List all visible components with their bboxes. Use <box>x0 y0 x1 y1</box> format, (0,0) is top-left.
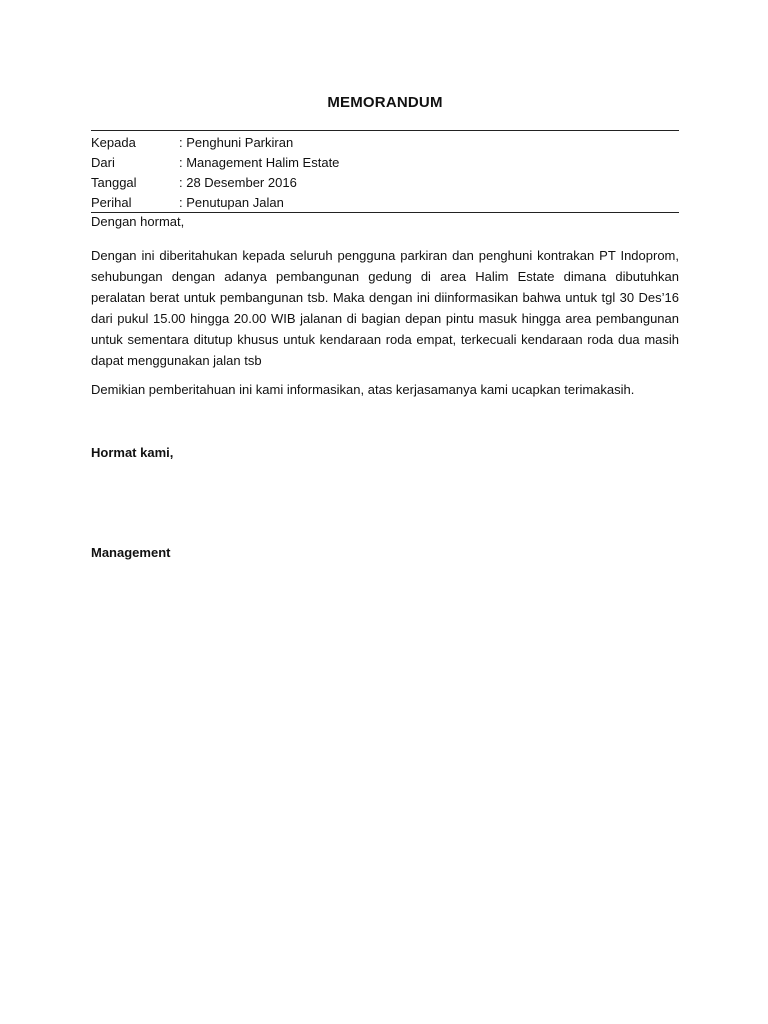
closing-paragraph: Demikian pemberitahuan ini kami informasikan, atas kerjasamanya kami ucapkan terimakasih. <box>91 382 635 397</box>
header-value: : Penghuni Parkiran <box>179 135 294 150</box>
header-row-dari <box>91 153 679 173</box>
header-value: : Penutupan Jalan <box>179 195 284 210</box>
header-top-divider <box>91 130 679 131</box>
greeting-text: Dengan hormat, <box>91 214 185 229</box>
header-label: Tanggal <box>91 175 137 190</box>
header-label: Kepada <box>91 135 136 150</box>
signoff-text: Hormat kami, <box>91 445 174 460</box>
header-label: Dari <box>91 155 115 170</box>
header-label: Perihal <box>91 195 132 210</box>
memo-title: MEMORANDUM <box>327 94 443 111</box>
header-value: : Management Halim Estate <box>179 155 340 170</box>
memo-header-table <box>91 133 679 213</box>
header-row-perihal <box>91 193 679 213</box>
header-row-tanggal <box>91 173 679 193</box>
signature-name: Management <box>91 545 171 560</box>
body-paragraph: Dengan ini diberitahukan kepada seluruh pengguna parkiran dan penghuni kontrakan PT Indoprom, sehubungan dengan adanya pembangunan gedung di area Halim Estate dimana dibutuhkan peralatan berat untuk pembangunan tsb. Maka dengan ini diinformasikan bahwa untuk tgl 30 Des’16 dari pukul 15.00 hingga 20.00 WIB jalanan di bagian depan pintu masuk hingga area pembangunan untuk sementara ditutup khusus untuk kendaraan roda empat, terkecuali kendaraan roda dua masih dapat menggunakan jalan tsb <box>91 248 679 368</box>
header-value: : 28 Desember 2016 <box>179 175 297 190</box>
header-row-kepada <box>91 133 679 153</box>
